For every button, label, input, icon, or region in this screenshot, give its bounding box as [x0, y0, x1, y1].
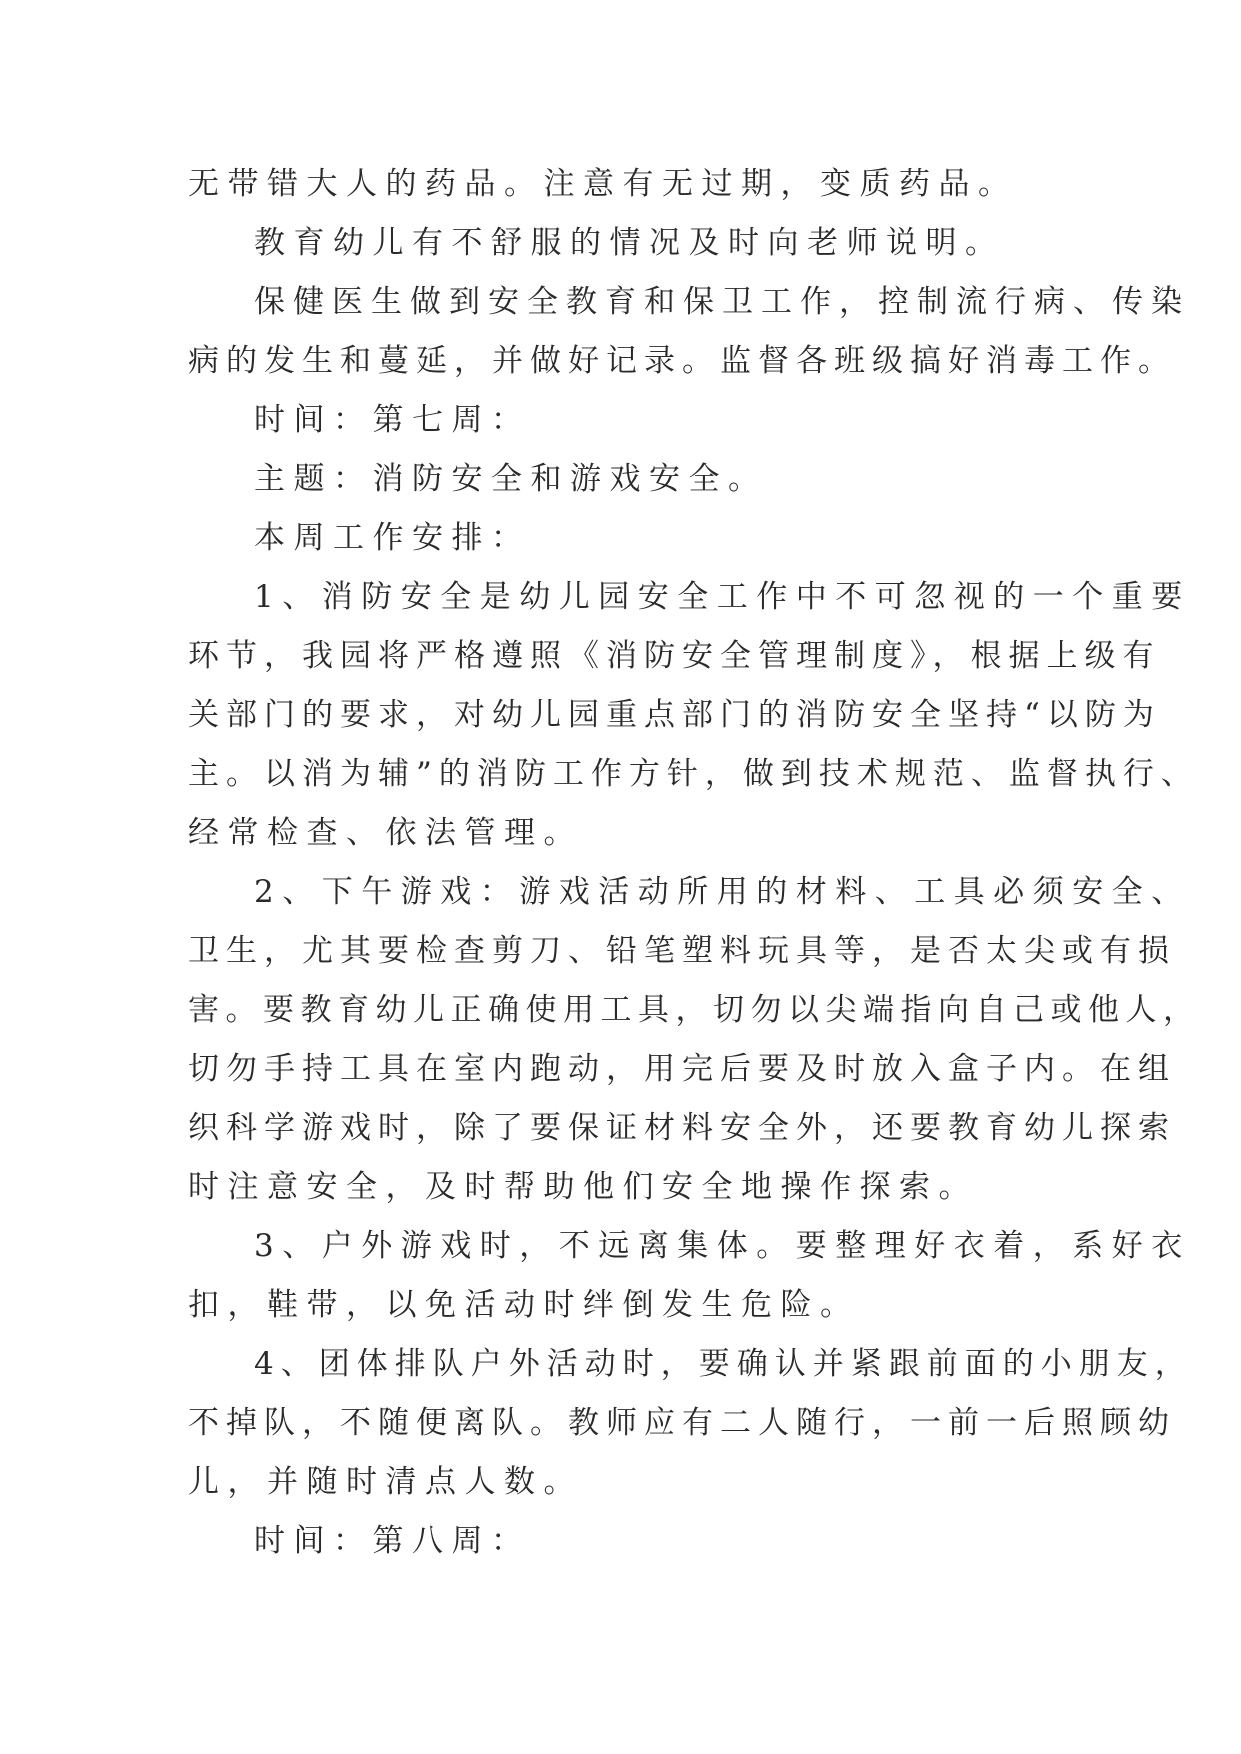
text-line: 无带错大人的药品。注意有无过期，变质药品。	[188, 166, 1018, 202]
text-line: 不掉队，不随便离队。教师应有二人随行，一前一后照顾幼	[188, 1405, 1176, 1441]
text-line: 保健医生做到安全教育和保卫工作，控制流行病、传染	[254, 284, 1190, 320]
text-line: 4、团体排队户外活动时，要确认并紧跟前面的小朋友，	[254, 1346, 1193, 1382]
text-line: 卫生，尤其要检查剪刀、铅笔塑料玩具等，是否太尖或有损	[188, 933, 1176, 969]
text-line: 儿，并随时清点人数。	[188, 1464, 583, 1500]
text-line: 环节，我园将严格遵照《消防安全管理制度》，根据上级有	[188, 638, 1161, 674]
text-line: 扣，鞋带，以免活动时绊倒发生危险。	[188, 1287, 860, 1323]
text-line: 经常检查、依法管理。	[188, 815, 583, 851]
text-line: 病的发生和蔓延，并做好记录。监督各班级搞好消毒工作。	[188, 343, 1176, 379]
text-line: 关部门的要求，对幼儿园重点部门的消防安全坚持“以防为	[188, 697, 1161, 733]
text-line: 1、消防安全是幼儿园安全工作中不可忽视的一个重要	[254, 579, 1191, 615]
text-line: 害。要教育幼儿正确使用工具，切勿以尖端指向自己或他人，	[188, 992, 1201, 1028]
section-theme-heading: 主题：消防安全和游戏安全。	[254, 461, 768, 497]
section-time-heading: 时间：第七周：	[254, 402, 531, 438]
text-line: 主。以消为辅”的消防工作方针，做到技术规范、监督执行、	[188, 756, 1199, 792]
text-line: 2、下午游戏：游戏活动所用的材料、工具必须安全、	[254, 874, 1191, 910]
text-line: 切勿手持工具在室内跑动，用完后要及时放入盒子内。在组	[188, 1051, 1176, 1087]
text-line: 织科学游戏时，除了要保证材料安全外，还要教育幼儿探索	[188, 1110, 1176, 1146]
section-schedule-heading: 本周工作安排：	[254, 520, 531, 556]
section-time-heading: 时间：第八周：	[254, 1523, 531, 1559]
text-line: 教育幼儿有不舒服的情况及时向老师说明。	[254, 225, 1005, 261]
text-line: 3、户外游戏时，不远离集体。要整理好衣着，系好衣	[254, 1228, 1191, 1264]
text-line: 时注意安全，及时帮助他们安全地操作探索。	[188, 1169, 978, 1205]
